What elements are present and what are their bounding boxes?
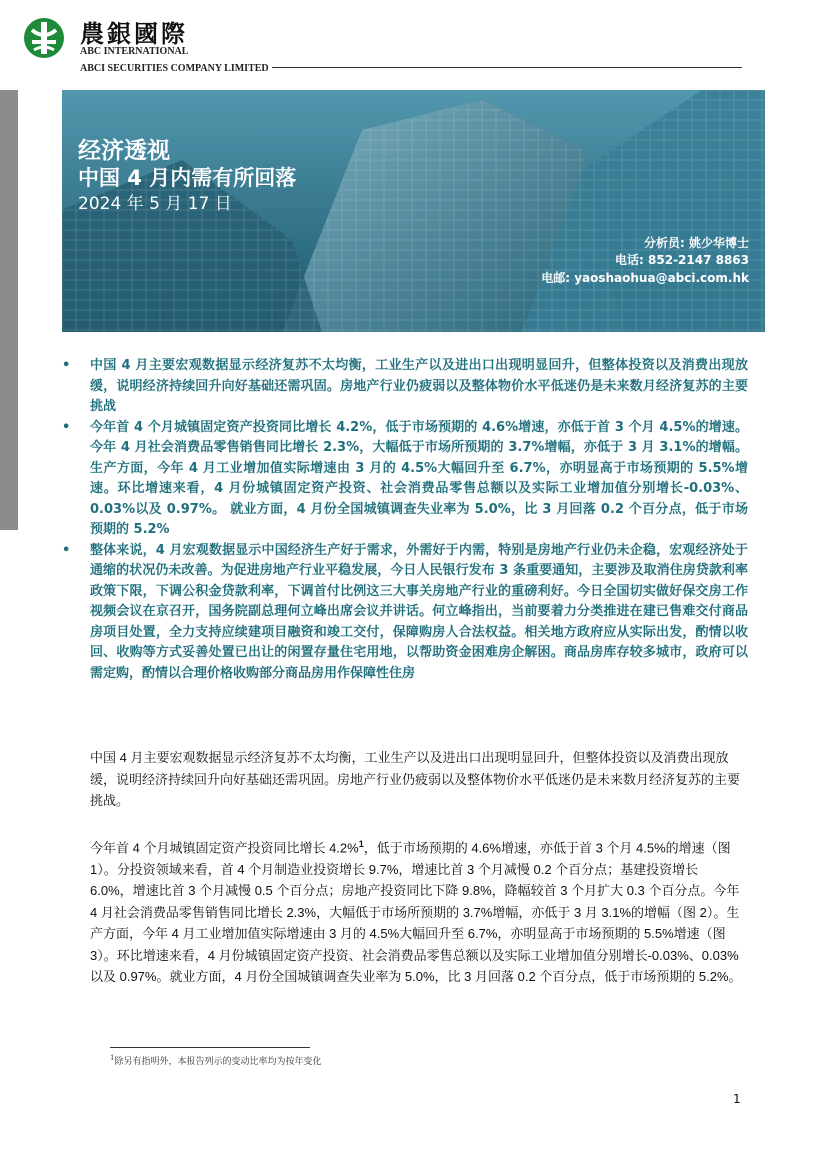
body-paragraph-2 [90, 834, 742, 988]
key-point-text: 整体来说，4 月宏观数据显示中国经济生产好于需求，外需好于内需，特别是房地产行业仍未企稳，宏观经济处于通缩的状况仍未改善。为促进房地产行业平稳发展，今日人民银行发布 3 条重要通知，主要涉及取消住房贷款利率政策下限，下调公积金贷款利率，下调首付比例这三大事关房地产行业的重磅利好。今日全国切实做好保交房工作视频会议在京召开，国务院副总理何立峰出席会议并讲话。何立峰指出，当前要着力分类推进在建已售难交付商品房项目处置，全力支持应续建项目融资和竣工交付，保障购房人合法权益。相关地方政府应从实际出发，酌情以收回、收购等方式妥善处置已出让的闲置存量住宅用地，以帮助资金困难房企解困。商品房库存较多城市，政府可以需定购，酌情以合理价格收购部分商品房用作保障性住房 [90, 542, 748, 681]
paragraph-text: 今年首 4 个月城镇固定资产投资同比增长 4.2% [90, 840, 359, 856]
footnote-mark: 1 [110, 1054, 115, 1062]
paragraph-text: ，低于市场预期的 4.6%增速，亦低于首 3 个月 4.5%的增速（图 1）。分投资领域来看，首 4 个月制造业投资增长 9.7%，增速比首 3 个月减慢 0.2 个百分点；基建投资增长 6.0%，增速比首 3 个月减慢 0.5 个百分点；房地产投资同比下降 9.8%，降幅较首 3 个月扩大 0.3 个百分点。今年 4 月社会消费品零售销售同比增长 2.3%，大幅低于市场所预期的 3.7%增幅，亦低于 3 月 3.1%的增幅（图 2）。生产方面，今年 4 月工业增加值实际增速由 3 月的 4.5%大幅回升至 6.7%，亦明显高于市场预期的 5.5%增速（图 3）。环比增速来看，4 月份城镇固定资产投资、社会消费品零售总额以及实际工业增加值分别增长-0.03%、0.03%以及 0.97%。就业方面，4 月份全国城镇调查失业率为 5.0%，比 3 月回落 0.2 个百分点，低于市场预期的 5.2%。 [90, 840, 742, 985]
footnote [110, 1054, 321, 1067]
key-point-text: 中国 4 月主要宏观数据显示经济复苏不太均衡，工业生产以及进出口出现明显回升，但整体投资以及消费出现放缓，说明经济持续回升向好基础还需巩固。房地产行业仍疲弱以及整体物价水平低迷仍是未来数月经济复苏的主要挑战 [90, 358, 748, 414]
report-title: 中国 4 月内需有所回落 [78, 166, 297, 190]
key-point [60, 418, 748, 541]
report-banner [62, 90, 765, 332]
footnote-reference[interactable]: 1 [358, 839, 364, 849]
key-point [60, 356, 748, 418]
header-rule [272, 67, 742, 68]
analyst-email[interactable]: 电邮: yaoshaohua@abci.com.hk [541, 271, 749, 285]
bullet-icon: • [62, 358, 71, 373]
report-series-title: 经济透视 [78, 138, 170, 164]
analyst-name: 分析员: 姚少华博士 [644, 236, 749, 250]
bullet-icon: • [62, 419, 71, 435]
key-point [60, 541, 748, 685]
brand-name-cn: 農銀國際 [80, 19, 188, 48]
brand-company-name: ABCI SECURITIES COMPANY LIMITED [80, 63, 269, 74]
key-points [60, 356, 748, 684]
key-point-text: 今年首 4 个月城镇固定资产投资同比增长 4.2%，低于市场预期的 4.6%增速，亦低于首 3 个月 4.5%的增速。今年 4 月社会消费品零售销售同比增长 2.3%，大幅低于市场所预期的 3.7%增幅，亦低于 3 月 3.1%的增幅。生产方面，今年 4 月工业增加值实际增速由 3 月的 4.5%大幅回升至 6.7%，亦明显高于市场预期的 5.5%增速。环比增速来看，4 月份城镇固定资产投资、社会消费品零售总额以及实际工业增加值分别增长-0.03%、0.03%以及 0.97%。 就业方面，4 月份全国城镇调查失业率为 5.0%，比 3 月回落 0.2 个百分点，低于市场预期的 5.2% [90, 419, 748, 537]
report-date: 2024 年 5 月 17 日 [78, 194, 232, 214]
body-paragraph-1: 中国 4 月主要宏观数据显示经济复苏不太均衡，工业生产以及进出口出现明显回升，但整体投资以及消费出现放缓，说明经济持续回升向好基础还需巩固。房地产行业仍疲弱以及整体物价水平低迷仍是未来数月经济复苏的主要挑战。 [90, 750, 741, 808]
analyst-phone: 电话: 852-2147 8863 [615, 253, 749, 267]
abci-logo [22, 16, 66, 60]
footnote-text: 除另有指明外，本报告列示的变动比率均为按年变化 [114, 1057, 322, 1067]
side-bar [0, 90, 18, 530]
page-number: 1 [733, 1092, 741, 1106]
footnote-rule [110, 1047, 310, 1048]
bullet-icon: • [62, 542, 71, 558]
brand-name-en: ABC INTERNATIONAL [80, 46, 189, 57]
